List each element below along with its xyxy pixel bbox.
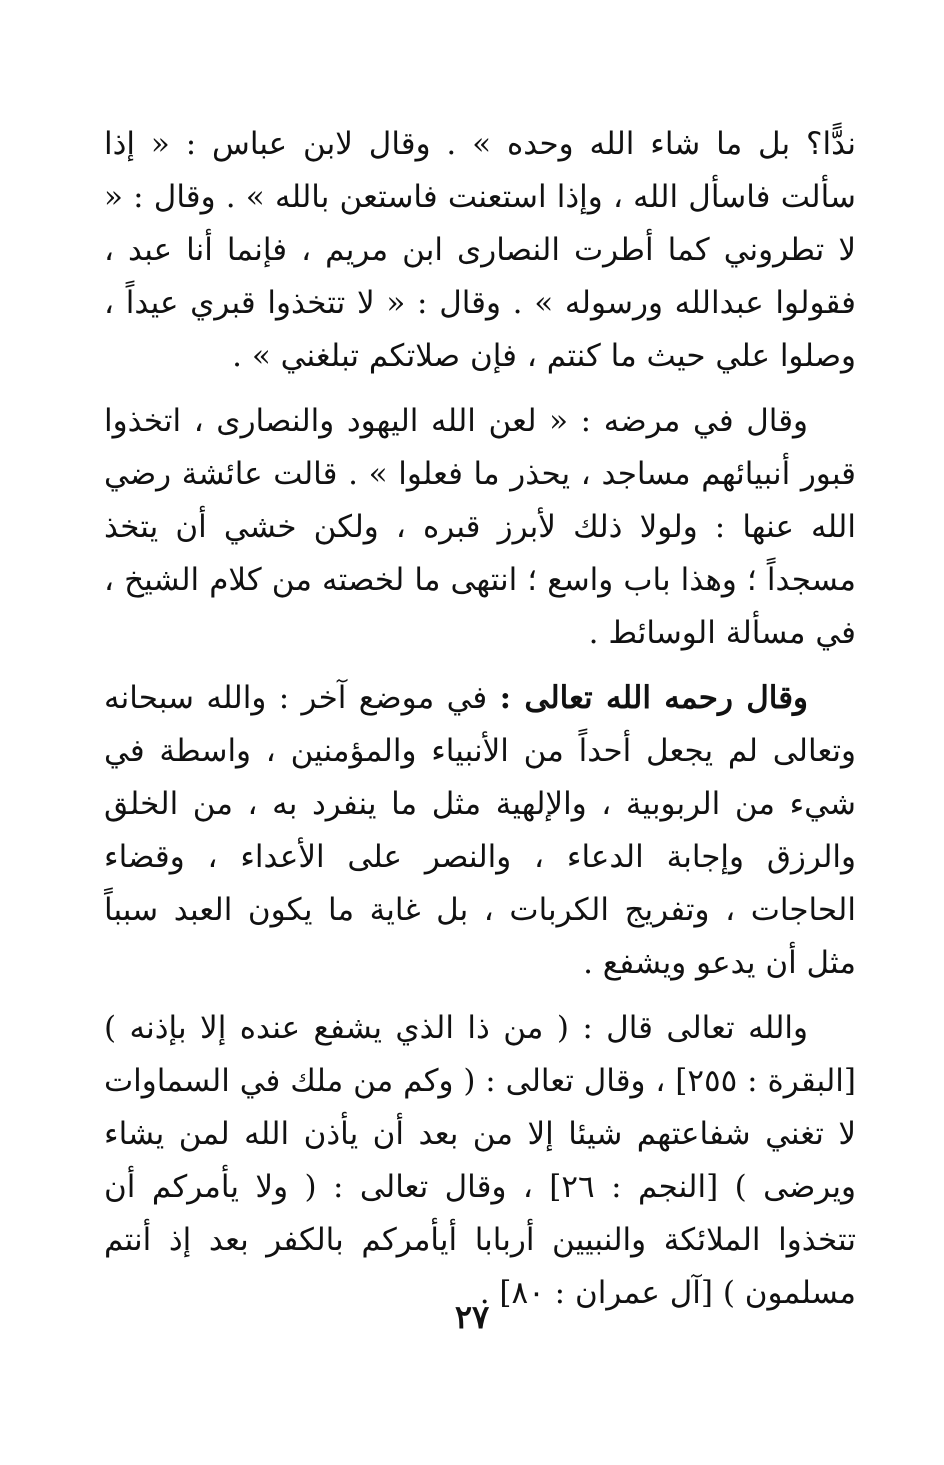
paragraph-3-lead: وقال رحمه الله تعالى : bbox=[499, 680, 808, 716]
paragraph-1: ندًّا؟ بل ما شاء الله وحده » . وقال لابن عباس : « إذا سألت فاسأل الله ، وإذا استعنت فاستعن بالله » . وقال : « لا تطروني كما أطرت النصارى ابن مريم ، فإنما أنا عبد ، فقولوا عبدالله ورسوله » . وقال : « لا تتخذوا قبري عيداً ، وصلوا علي حيث ما كنتم ، فإن صلاتكم تبلغني » . bbox=[104, 126, 856, 374]
page-number: ٢٧ bbox=[454, 1298, 490, 1336]
book-page bbox=[104, 118, 856, 1332]
paragraph-3 bbox=[104, 672, 856, 990]
paragraph-4: والله تعالى قال : ( من ذا الذي يشفع عنده إلا بإذنه ) [البقرة : ٢٥٥] ، وقال تعالى : ( وكم من ملك في السماوات لا تغني شفاعتهم شيئا إلا من بعد أن يأذن الله لمن يشاء ويرضى ) [النجم : ٢٦] ، وقال تعالى : ( ولا يأمركم أن تتخذوا الملائكة والنبيين أربابا أيأمركم بالكفر بعد إذ أنتم مسلمون ) [آل عمران : ٨٠] . bbox=[104, 1010, 857, 1311]
paragraph-3-body: في موضع آخر : والله سبحانه وتعالى لم يجعل أحداً من الأنبياء والمؤمنين ، واسطة في شيء من الربوبية ، والإلهية مثل ما ينفرد به ، من الخلق والرزق وإجابة الدعاء ، والنصر على الأعداء ، وقضاء الحاجات ، وتفريج الكربات ، بل غاية ما يكون العبد سبباً مثل أن يدعو ويشفع . bbox=[104, 680, 856, 981]
paragraph-2: وقال في مرضه : « لعن الله اليهود والنصارى ، اتخذوا قبور أنبيائهم مساجد ، يحذر ما فعلوا » . قالت عائشة رضي الله عنها : ولولا ذلك لأبرز قبره ، ولكن خشي أن يتخذ مسجداً ؛ وهذا باب واسع ؛ انتهى ما لخصته من كلام الشيخ ، في مسألة الوسائط . bbox=[104, 403, 856, 651]
